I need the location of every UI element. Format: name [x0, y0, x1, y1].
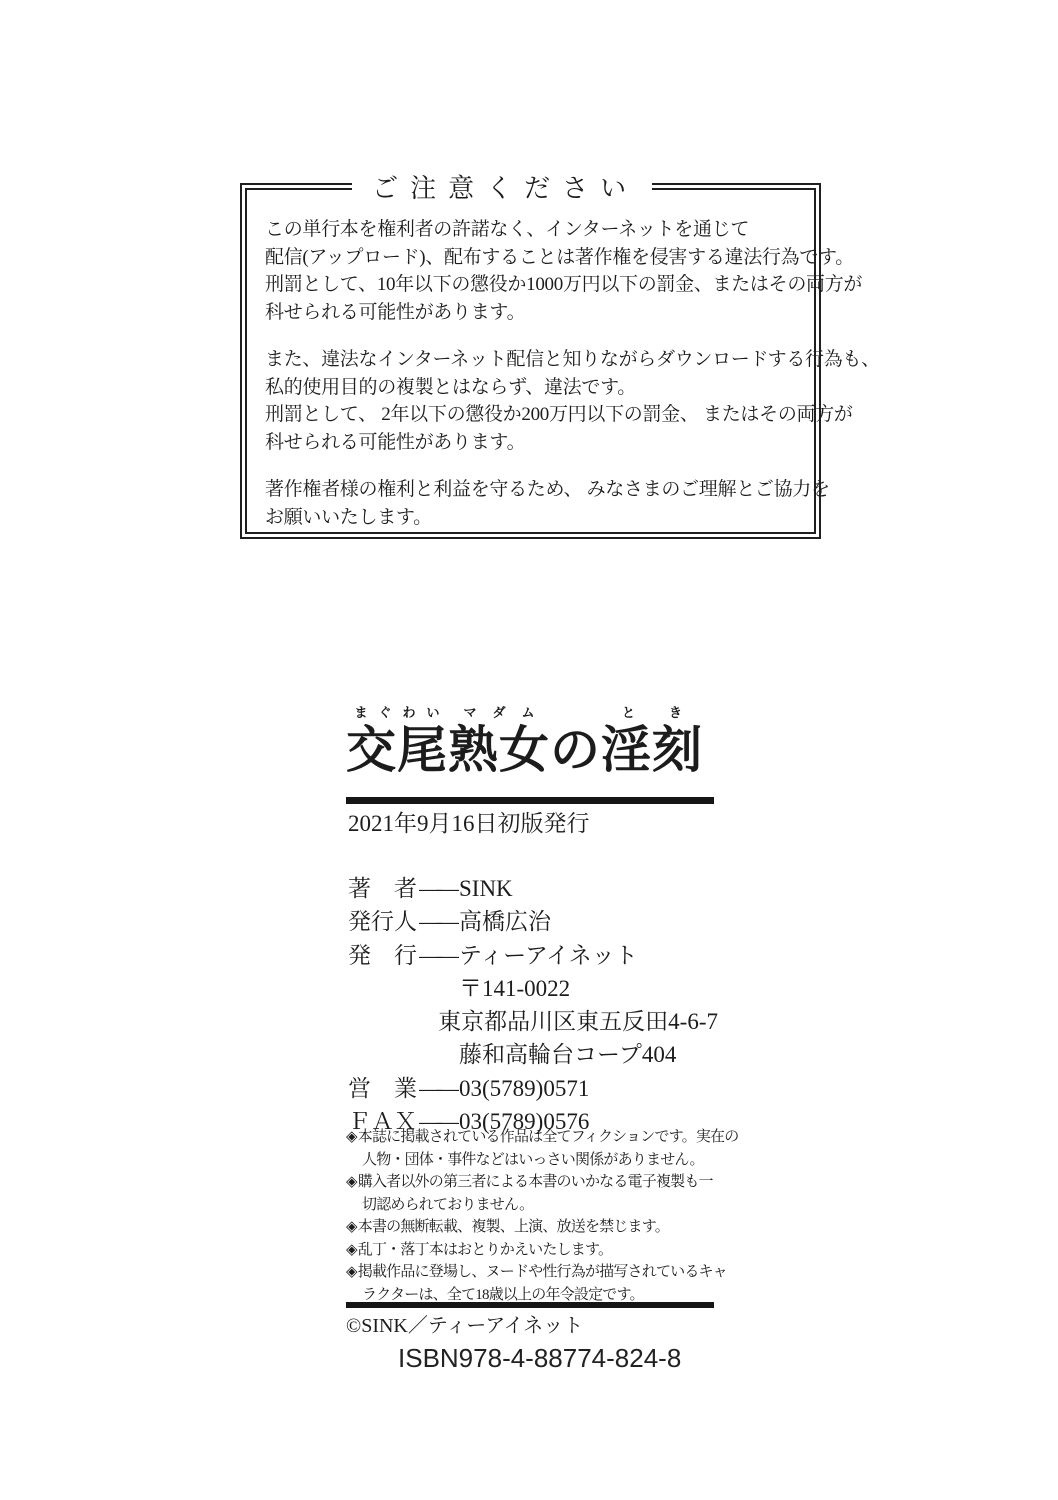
note-line [346, 1239, 721, 1262]
legal-notes [346, 1126, 739, 1306]
row-value: 高橋広治 [459, 909, 551, 935]
row-value: ティーアイネット [459, 942, 638, 968]
note-line [346, 1261, 727, 1284]
row-value: 03(5789)0571 [459, 1075, 590, 1101]
warning-line: また、違法なインターネット配信と知りながらダウンロードする行為も、 [265, 349, 880, 370]
row-label: 営 業 [348, 1075, 417, 1101]
row-value: 〒141-0022 [459, 975, 571, 1001]
note-line [346, 1126, 739, 1149]
warning-line: この単行本を権利者の許諾なく、インターネットを通じて [265, 219, 750, 240]
row-value: 東京都品川区東五反田4-6-7 [438, 1009, 718, 1035]
row-value: 藤和高輪台コープ404 [459, 1042, 677, 1068]
book-title [346, 704, 716, 778]
title-base: 交尾 [346, 722, 448, 778]
warning-line: 刑罰として、 2年以下の懲役か200万円以下の罰金、 またはその両方が [265, 404, 853, 425]
row-value: SINK [459, 876, 513, 901]
note-item [346, 1239, 721, 1262]
title-segment [601, 704, 716, 778]
note-line [346, 1171, 721, 1194]
warning-paragraph [265, 476, 830, 531]
note-text: 本誌に掲載されている作品は全てフィクションです。実在の [357, 1129, 739, 1145]
furigana: まぐわい [354, 705, 451, 720]
title-base: 淫刻 [601, 722, 703, 778]
note-text: 乱丁・落丁本はおとりかえいたします。 [357, 1241, 613, 1258]
furigana: マダム [463, 705, 551, 720]
row-label: ＦＡＸ [348, 1109, 417, 1135]
diamond-bullet-icon: ◈ [346, 1174, 357, 1190]
info-row-author [348, 870, 718, 903]
info-row-address-line1 [348, 1003, 718, 1036]
note-text: 本書の無断転載、複製、上演、放送を禁じます。 [357, 1219, 669, 1235]
row-dash: —— [419, 1109, 453, 1135]
warning-line: 科せられる可能性があります。 [265, 431, 526, 453]
row-label: 発行人 [348, 909, 417, 935]
row-label: 発 行 [348, 942, 417, 968]
warning-line: 著作権者様の権利と利益を守るため、 みなさまのご理解とご協力を [265, 479, 830, 500]
isbn-number: ISBN978-4-88774-824-8 [398, 1343, 682, 1373]
title-segment [448, 704, 550, 778]
row-dash: —— [419, 909, 453, 935]
warning-line: 私的使用目的の複製とはならず、違法です。 [265, 376, 636, 398]
bottom-divider-rule [346, 1302, 714, 1308]
row-label: 著 者 [348, 876, 417, 901]
title-segment [550, 704, 601, 778]
note-item [346, 1261, 727, 1306]
publication-date: 2021年9月16日初版発行 [348, 811, 590, 836]
copyright-warning-box [240, 174, 880, 539]
diamond-bullet-icon: ◈ [346, 1129, 357, 1145]
diamond-bullet-icon: ◈ [346, 1264, 357, 1280]
note-line [346, 1216, 721, 1239]
warning-box-body [247, 190, 880, 531]
diamond-bullet-icon: ◈ [346, 1219, 357, 1235]
note-text: 掲載作品に登場し、ヌードや性行為が描写されているキャ [357, 1264, 727, 1280]
publication-info-rows [348, 870, 718, 1136]
warning-line: お願いいたします。 [265, 506, 432, 528]
warning-line: 配信(アップロード)、配布することは著作権を侵害する違法行為です。 [265, 246, 854, 268]
note-item [346, 1126, 739, 1171]
note-line: ラクターは、全て18歳以上の年令設定です。 [362, 1286, 644, 1303]
diamond-bullet-icon: ◈ [346, 1241, 357, 1258]
note-text: 購入者以外の第三者による本書のいかなる電子複製も一 [357, 1174, 713, 1190]
row-value: 03(5789)0576 [459, 1109, 590, 1135]
warning-line: 刑罰として、10年以下の懲役か1000万円以下の罰金、またはその両方が [265, 274, 863, 295]
furigana: とき [621, 705, 716, 720]
note-item [346, 1171, 721, 1216]
title-divider-rule [346, 797, 714, 804]
row-dash: —— [419, 876, 453, 901]
title-segment [346, 704, 451, 778]
title-base: の [550, 722, 601, 778]
warning-box-title: ご注意ください [352, 173, 652, 205]
row-dash: —— [419, 942, 453, 968]
note-item [346, 1216, 721, 1239]
copyright-line: ©SINK／ティーアイネット [346, 1315, 584, 1337]
note-line: 切認められておりません。 [362, 1196, 534, 1213]
title-base: 熟女 [448, 722, 550, 778]
warning-line: 科せられる可能性があります。 [265, 301, 526, 323]
info-row-postal-code [348, 970, 718, 1003]
info-row-address-line2 [348, 1036, 718, 1069]
info-row-publisher [348, 937, 718, 970]
note-line: 人物・団体・事件などはいっさい関係がありません。 [362, 1151, 704, 1168]
info-row-publisher-person [348, 903, 718, 936]
warning-paragraph [265, 346, 880, 456]
info-row-sales-phone [348, 1070, 718, 1103]
row-dash: —— [419, 1075, 453, 1101]
colophon-block [346, 702, 739, 1422]
warning-paragraph [265, 216, 863, 326]
